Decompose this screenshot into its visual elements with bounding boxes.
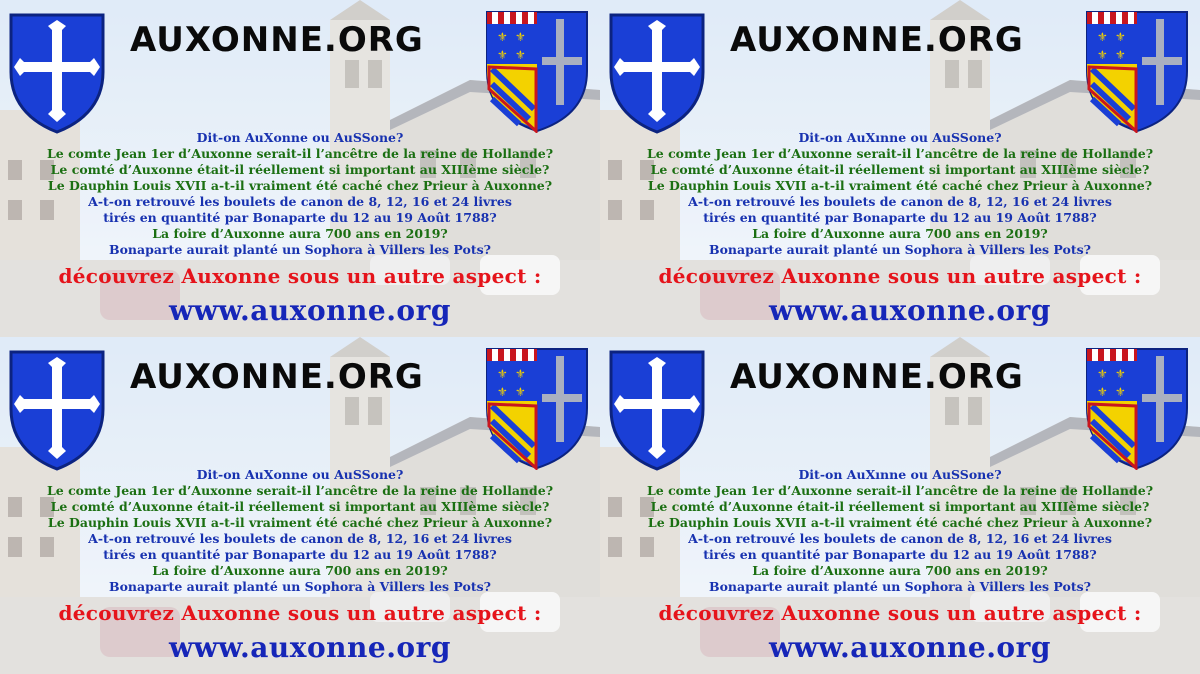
burgundy-coat-of-arms-icon [1084,9,1190,133]
question-line: Dit-on AuXonne ou AuSSone? [196,467,404,482]
question-line: Le comté d’Auxonne était-il réellement si important au XIIIème siècle? [650,162,1150,177]
poster-tile [0,337,600,674]
svg-text:⚜: ⚜ [1115,367,1126,381]
site-title: AUXONNE.ORG [130,20,424,60]
website-link[interactable]: www.auxonne.org [169,631,451,664]
burgundy-coat-of-arms-icon [1084,346,1190,470]
svg-text:⚜: ⚜ [515,30,526,44]
svg-text:⚜: ⚜ [1115,385,1126,399]
question-line: Le comte Jean 1er d’Auxonne serait-il l’ancêtre de la reine de Hollande? [646,483,1154,498]
question-line: tirés en quantité par Bonaparte du 12 au 19 Août 1788? [103,547,497,562]
question-line: Le Dauphin Louis XVII a-t-il vraiment été caché chez Prieur à Auxonne? [47,178,553,193]
question-line: Le comté d’Auxonne était-il réellement si important au XIIIème siècle? [50,499,550,514]
poster-tile [0,0,600,337]
svg-text:⚜: ⚜ [1097,367,1108,381]
question-line: tirés en quantité par Bonaparte du 12 au 19 Août 1788? [703,547,1097,562]
discover-tagline: découvrez Auxonne sous un autre aspect : [58,601,542,625]
question-line: tirés en quantité par Bonaparte du 12 au 19 Août 1788? [703,210,1097,225]
svg-text:⚜: ⚜ [1097,48,1108,62]
auxonne-cross-shield-icon [608,12,706,134]
discover-tagline: découvrez Auxonne sous un autre aspect : [658,264,1142,288]
website-link[interactable]: www.auxonne.org [769,631,1051,664]
question-line: A-t-on retrouvé les boulets de canon de 8, 12, 16 et 24 livres [688,531,1112,546]
question-line: La foire d’Auxonne aura 700 ans en 2019? [152,563,448,578]
svg-text:⚜: ⚜ [515,367,526,381]
website-link[interactable]: www.auxonne.org [169,294,451,327]
question-line: Le comte Jean 1er d’Auxonne serait-il l’ancêtre de la reine de Hollande? [46,146,554,161]
burgundy-coat-of-arms-icon [484,9,590,133]
question-line: Dit-on AuXınne ou AuSSone? [798,467,1002,482]
auxonne-cross-shield-icon [8,349,106,471]
question-line: Le Dauphin Louis XVII a-t-il vraiment été caché chez Prieur à Auxonne? [647,515,1153,530]
question-line: La foire d’Auxonne aura 700 ans en 2019? [752,563,1048,578]
svg-text:⚜: ⚜ [1115,30,1126,44]
question-line: Le Dauphin Louis XVII a-t-il vraiment été caché chez Prieur à Auxonne? [647,178,1153,193]
svg-text:⚜: ⚜ [497,30,508,44]
svg-text:⚜: ⚜ [1097,30,1108,44]
question-line: Le comte Jean 1er d’Auxonne serait-il l’ancêtre de la reine de Hollande? [46,483,554,498]
site-title: AUXONNE.ORG [130,357,424,397]
question-line: Le comté d’Auxonne était-il réellement si important au XIIIème siècle? [50,162,550,177]
svg-text:⚜: ⚜ [497,385,508,399]
question-line: La foire d’Auxonne aura 700 ans en 2019? [152,226,448,241]
svg-text:⚜: ⚜ [515,48,526,62]
svg-text:⚜: ⚜ [1097,385,1108,399]
question-line: Bonaparte aurait planté un Sophora à Villers les Pots? [709,242,1091,257]
site-title: AUXONNE.ORG [730,20,1024,60]
auxonne-cross-shield-icon [8,12,106,134]
question-line: Dit-on AuXonne ou AuSSone? [196,130,404,145]
discover-tagline: découvrez Auxonne sous un autre aspect : [658,601,1142,625]
question-line: A-t-on retrouvé les boulets de canon de 8, 12, 16 et 24 livres [688,194,1112,209]
burgundy-coat-of-arms-icon [484,346,590,470]
auxonne-cross-shield-icon [608,349,706,471]
discover-tagline: découvrez Auxonne sous un autre aspect : [58,264,542,288]
poster-tile [600,337,1200,674]
site-title: AUXONNE.ORG [730,357,1024,397]
svg-text:⚜: ⚜ [497,367,508,381]
question-line: A-t-on retrouvé les boulets de canon de 8, 12, 16 et 24 livres [88,194,512,209]
question-line: Le comte Jean 1er d’Auxonne serait-il l’ancêtre de la reine de Hollande? [646,146,1154,161]
question-line: A-t-on retrouvé les boulets de canon de 8, 12, 16 et 24 livres [88,531,512,546]
question-line: Dit-on AuXınne ou AuSSone? [798,130,1002,145]
question-line: tirés en quantité par Bonaparte du 12 au 19 Août 1788? [103,210,497,225]
website-link[interactable]: www.auxonne.org [769,294,1051,327]
question-line: Le Dauphin Louis XVII a-t-il vraiment été caché chez Prieur à Auxonne? [47,515,553,530]
question-line: Bonaparte aurait planté un Sophora à Villers les Pots? [709,579,1091,594]
question-line: Bonaparte aurait planté un Sophora à Villers les Pots? [109,242,491,257]
poster-tile [600,0,1200,337]
svg-text:⚜: ⚜ [1115,48,1126,62]
question-line: La foire d’Auxonne aura 700 ans en 2019? [752,226,1048,241]
question-line: Le comté d’Auxonne était-il réellement si important au XIIIème siècle? [650,499,1150,514]
svg-text:⚜: ⚜ [497,48,508,62]
question-line: Bonaparte aurait planté un Sophora à Villers les Pots? [109,579,491,594]
svg-text:⚜: ⚜ [515,385,526,399]
